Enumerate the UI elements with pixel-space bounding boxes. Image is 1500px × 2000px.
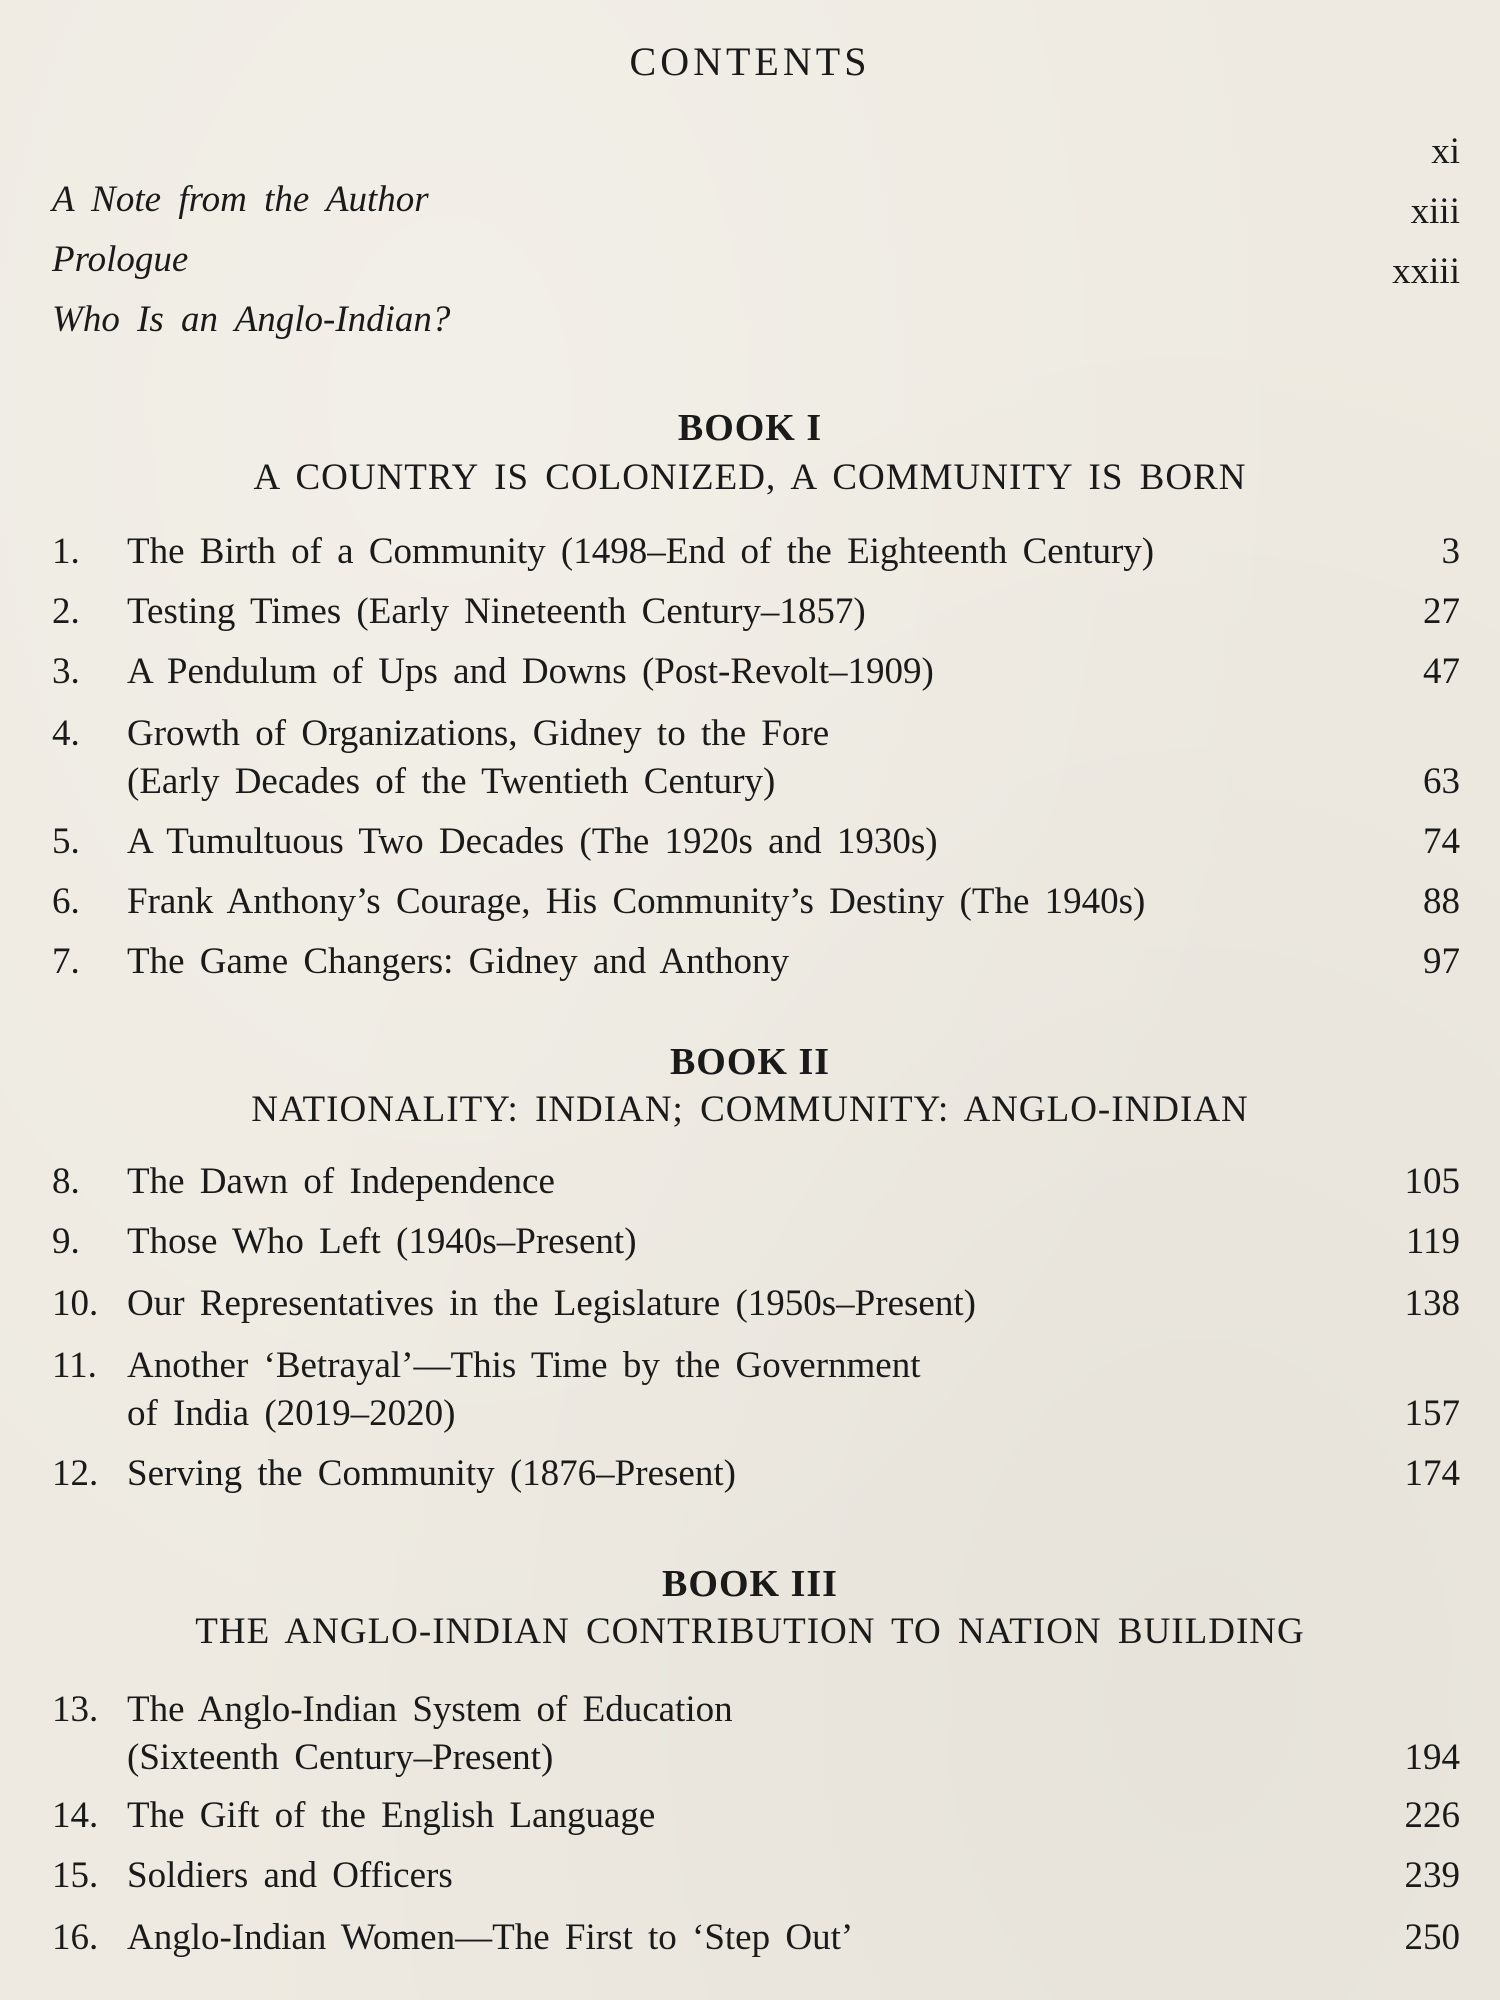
entry-page: 194 bbox=[1404, 1737, 1460, 1778]
entry-page: 105 bbox=[1404, 1161, 1460, 1202]
chapter-number: 13. bbox=[52, 1689, 99, 1730]
entry-page: 47 bbox=[1423, 651, 1460, 692]
toc-entry bbox=[52, 710, 1460, 806]
toc-entry bbox=[52, 1686, 1460, 1782]
chapter-title: Frank Anthony’s Courage, His Community’s Destiny (The 1940s) bbox=[127, 881, 1146, 922]
entry-title: Prologue bbox=[52, 239, 189, 280]
entry-page: 3 bbox=[1441, 531, 1460, 572]
book-title: BOOK II bbox=[669, 1041, 831, 1083]
toc-entry bbox=[52, 1792, 1460, 1840]
chapter-number: 5. bbox=[52, 821, 80, 862]
entry-page: 138 bbox=[1404, 1283, 1460, 1324]
toc-entry bbox=[52, 1342, 1460, 1438]
toc-entry bbox=[52, 1218, 1460, 1266]
chapter-number: 15. bbox=[52, 1855, 99, 1896]
chapter-number: 4. bbox=[52, 713, 80, 754]
book-subtitle: THE ANGLO-INDIAN CONTRIBUTION TO NATION BUILDING bbox=[195, 1611, 1305, 1652]
entry-page: xi bbox=[1431, 131, 1460, 172]
chapter-number: 10. bbox=[52, 1283, 99, 1324]
chapter-number: 6. bbox=[52, 881, 80, 922]
entry-page: 239 bbox=[1404, 1855, 1460, 1896]
toc-entry bbox=[52, 1450, 1460, 1498]
toc-entry bbox=[52, 648, 1460, 696]
entry-page: 119 bbox=[1405, 1221, 1460, 1262]
page-heading: CONTENTS bbox=[629, 39, 871, 84]
chapter-title: The Gift of the English Language bbox=[127, 1795, 656, 1836]
chapter-number: 8. bbox=[52, 1161, 80, 1202]
book-title: BOOK I bbox=[677, 407, 823, 449]
chapter-title: Those Who Left (1940s–Present) bbox=[127, 1221, 637, 1262]
chapter-title: Our Representatives in the Legislature (1950s–Present) bbox=[127, 1283, 976, 1324]
entry-page: 226 bbox=[1404, 1795, 1460, 1836]
entry-page: 157 bbox=[1404, 1393, 1460, 1434]
chapter-number: 2. bbox=[52, 591, 80, 632]
chapter-title: Testing Times (Early Nineteenth Century–1857) bbox=[127, 591, 866, 632]
toc-entry bbox=[52, 938, 1460, 986]
entry-page: 97 bbox=[1423, 941, 1460, 982]
chapter-title: A Tumultuous Two Decades (The 1920s and 1930s) bbox=[127, 821, 938, 862]
entry-page: 250 bbox=[1404, 1917, 1460, 1958]
chapter-title: The Birth of a Community (1498–End of the Eighteenth Century) bbox=[127, 531, 1155, 572]
chapter-number: 12. bbox=[52, 1453, 99, 1494]
book-subtitle: A COUNTRY IS COLONIZED, A COMMUNITY IS BORN bbox=[253, 457, 1247, 498]
chapter-number: 9. bbox=[52, 1221, 80, 1262]
entry-title: A Note from the Author bbox=[52, 179, 429, 220]
entry-title: Who Is an Anglo-Indian? bbox=[52, 299, 451, 340]
entry-page: 88 bbox=[1423, 881, 1460, 922]
toc-entry bbox=[52, 1158, 1460, 1206]
chapter-title: Growth of Organizations, Gidney to the Fore (Early Decades of the Twentieth Century) bbox=[127, 713, 830, 802]
chapter-title: A Pendulum of Ups and Downs (Post-Revolt–1909) bbox=[127, 651, 934, 692]
toc-entry bbox=[52, 1280, 1460, 1328]
chapter-number: 16. bbox=[52, 1917, 99, 1958]
toc-entry bbox=[52, 588, 1460, 636]
chapter-title: The Dawn of Independence bbox=[127, 1161, 555, 1202]
chapter-title: Serving the Community (1876–Present) bbox=[127, 1453, 736, 1494]
chapter-title: The Anglo-Indian System of Education (Sixteenth Century–Present) bbox=[127, 1689, 733, 1778]
entry-page: 27 bbox=[1423, 591, 1460, 632]
chapter-number: 3. bbox=[52, 651, 80, 692]
chapter-title: Another ‘Betrayal’—This Time by the Government of India (2019–2020) bbox=[127, 1345, 921, 1434]
toc-entry bbox=[52, 878, 1460, 926]
book-subtitle: NATIONALITY: INDIAN; COMMUNITY: ANGLO-INDIAN bbox=[251, 1089, 1249, 1130]
entry-page: 174 bbox=[1404, 1453, 1460, 1494]
toc-entry bbox=[52, 1852, 1460, 1900]
toc-entry bbox=[52, 818, 1460, 866]
entry-page: xxiii bbox=[1392, 251, 1460, 292]
entry-page: xiii bbox=[1410, 191, 1460, 232]
entry-page: 74 bbox=[1423, 821, 1460, 862]
chapter-number: 14. bbox=[52, 1795, 99, 1836]
chapter-number: 7. bbox=[52, 941, 80, 982]
toc-entry bbox=[52, 528, 1460, 576]
chapter-title: Soldiers and Officers bbox=[127, 1855, 453, 1896]
chapter-number: 1. bbox=[52, 531, 80, 572]
chapter-title: The Game Changers: Gidney and Anthony bbox=[127, 941, 789, 982]
entry-page: 63 bbox=[1423, 761, 1460, 802]
chapter-title: Anglo-Indian Women—The First to ‘Step Out’ bbox=[127, 1917, 854, 1958]
toc-entry bbox=[52, 1914, 1460, 1962]
chapter-number: 11. bbox=[52, 1345, 97, 1386]
book-title: BOOK III bbox=[662, 1563, 838, 1605]
